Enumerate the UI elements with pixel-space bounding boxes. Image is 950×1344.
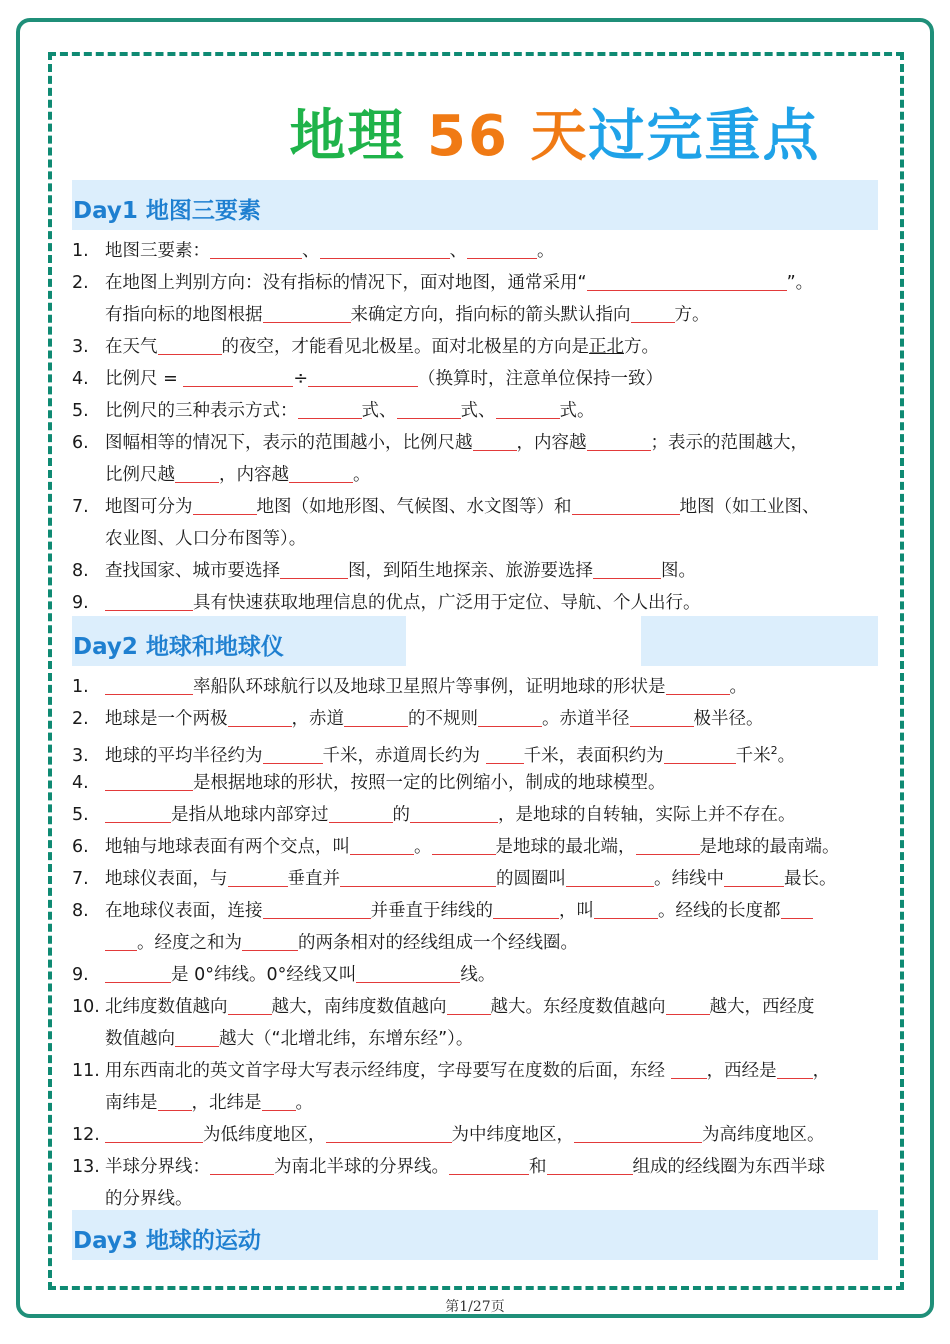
- day2-question-7: 7. 地球仪表面，与 垂直并 的圆圈叫 。纬线中 最长。: [72, 863, 884, 895]
- day2-question-1: 1. 率船队环球航行以及地球卫星照片等事例，证明地球的形状是 。: [72, 671, 884, 703]
- day2-question-9: 9. 是 0°纬线。0°经线又叫 线。: [72, 959, 884, 991]
- day2-question-10-cont: 数值越向 越大（“北增北纬，东增东经”）。: [105, 1023, 473, 1055]
- day2-question-8-cont: 。经度之和为 的两条相对的经线组成一个经线圈。: [105, 927, 578, 959]
- day2-header-bar-right: [641, 616, 878, 666]
- day2-question-5: 5. 是指从地球内部穿过 的 ，是地球的自转轴，实际上并不存在。: [72, 799, 884, 831]
- day1-question-3: 3. 在天气 的夜空，才能看见北极星。面对北极星的方向是正北方。: [72, 331, 884, 363]
- day1-question-2-cont: 有指向标的地图根据 来确定方向，指向标的箭头默认指向 方。: [105, 299, 710, 331]
- day2-question-11-cont: 南纬是 ，北纬是 。: [105, 1087, 313, 1119]
- day1-question-9: 9. 具有快速获取地理信息的优点，广泛用于定位、导航、个人出行。: [72, 587, 884, 619]
- day1-question-8: 8. 查找国家、城市要选择 图，到陌生地探亲、旅游要选择 图。: [72, 555, 884, 587]
- day1-question-7-cont: 农业图、人口分布图等）。: [105, 529, 307, 549]
- day2-question-2: 2. 地球是一个两极 ，赤道 的不规则 。赤道半径 极半径。: [72, 703, 884, 735]
- day3-heading: Day3 地球的运动: [73, 1228, 261, 1254]
- day2-question-11: 11. 用东西南北的英文首字母大写表示经纬度，字母要写在度数的后面，东经 ，西经是 ，: [72, 1055, 884, 1087]
- day1-question-1: 1. 地图三要素： 、 、 。: [72, 235, 884, 267]
- day2-question-4: 4. 是根据地球的形状，按照一定的比例缩小，制成的地球模型。: [72, 767, 884, 799]
- day1-question-5: 5. 比例尺的三种表示方式： 式、 式、 式。: [72, 395, 884, 427]
- day2-question-13: 13. 半球分界线： 为南北半球的分界线。 和 组成的经线圈为东西半球: [72, 1151, 884, 1183]
- page-title: 地理 56 天过完重点: [289, 104, 821, 169]
- page-number: 第1/27页: [445, 1299, 505, 1315]
- day2-heading: Day2 地球和地球仪: [73, 634, 284, 660]
- day1-question-6: 6. 图幅相等的情况下，表示的范围越小，比例尺越 ，内容越 ；表示的范围越大，: [72, 427, 884, 459]
- day2-question-8: 8. 在地球仪表面，连接 并垂直于纬线的 ，叫 。经线的长度都: [72, 895, 884, 927]
- day2-question-12: 12. 为低纬度地区， 为中纬度地区， 为高纬度地区。: [72, 1119, 884, 1151]
- day1-question-2: 2. 在地图上判别方向：没有指标的情况下，面对地图，通常采用“ ”。: [72, 267, 884, 299]
- day2-question-10: 10. 北纬度数值越向 越大，南纬度数值越向 越大。东经度数值越向 越大，西经度: [72, 991, 884, 1023]
- day1-question-6-cont: 比例尺越 ，内容越 。: [105, 459, 371, 491]
- day2-question-3: 3. 地球的平均半径约为 千米，赤道周长约为 千米，表面积约为 千米$^2$。: [72, 744, 796, 766]
- day1-question-4: 4. 比例尺 = ÷ （换算时，注意单位保持一致）: [72, 363, 884, 395]
- day1-question-7: 7. 地图可分为 地图（如地形图、气候图、水文图等）和 地图（如工业图、: [72, 491, 884, 523]
- day2-question-6: 6. 地轴与地球表面有两个交点，叫 。 是地球的最北端， 是地球的最南端。: [72, 831, 884, 863]
- day2-question-13-cont: 的分界线。: [105, 1189, 193, 1209]
- day1-heading: Day1 地图三要素: [73, 198, 261, 224]
